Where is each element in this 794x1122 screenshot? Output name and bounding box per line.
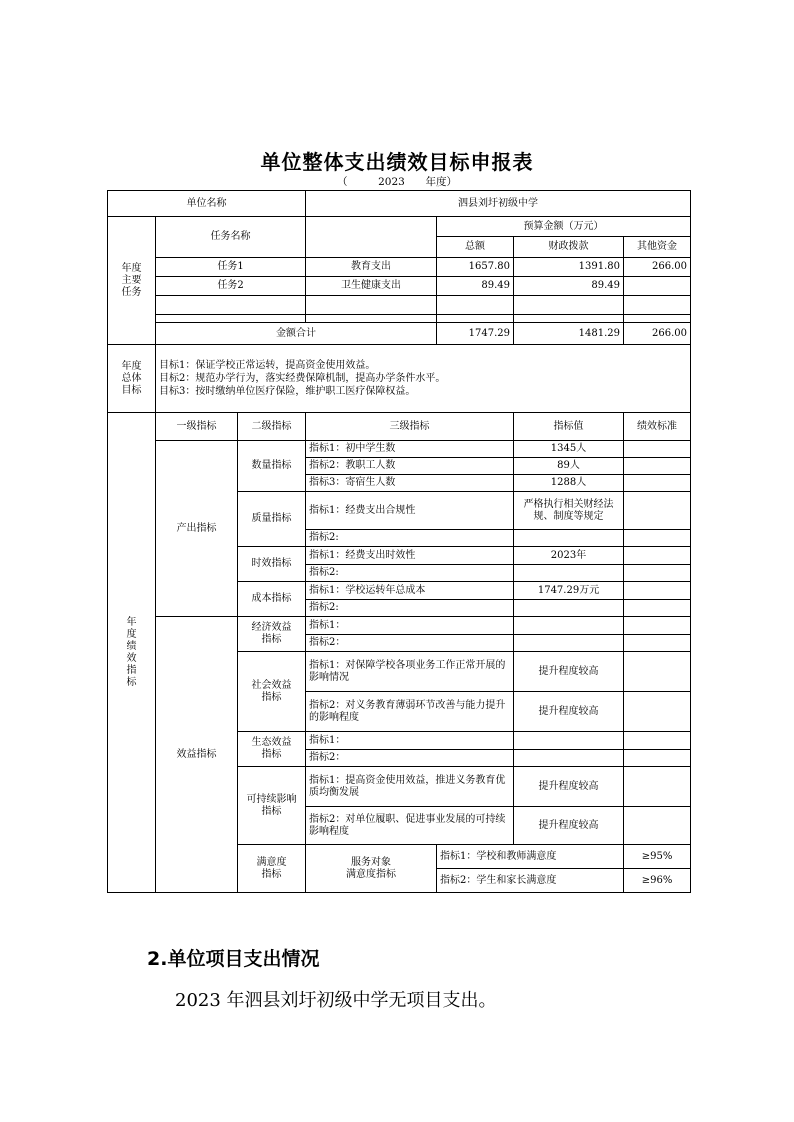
indicator-value: 提升程度较高 (514, 652, 624, 692)
task-fiscal: 1391.80 (514, 258, 624, 277)
indicator-name: 指标3：寄宿生人数 (306, 475, 514, 492)
indicator-name: 指标1：学校和教师满意度 (437, 845, 624, 869)
goal-line: 目标1：保证学校正常运转，提高资金使用效益。 (159, 360, 376, 371)
budget-header: 预算金额（万元） (437, 217, 691, 237)
indicator-standard (624, 652, 691, 692)
value-header: 指标值 (514, 413, 624, 441)
subtitle-year-label: 年度） (425, 176, 458, 188)
indicator-name: 指标2：对单位履职、促进事业发展的可持续影响程度 (306, 807, 514, 845)
unit-name-label: 单位名称 (108, 191, 306, 217)
indicator-name: 指标1：经费支出时效性 (306, 547, 514, 565)
cost-indicators-label: 成本指标 (238, 582, 306, 617)
task-name: 任务2 (156, 277, 306, 296)
indicator-value (514, 732, 624, 750)
page-title: 单位整体支出绩效目标申报表 (260, 150, 534, 174)
fiscal-header: 财政拨款 (514, 237, 624, 258)
quality-indicators-label: 质量指标 (238, 492, 306, 547)
task-other (624, 277, 691, 296)
indicator-value: 提升程度较高 (514, 692, 624, 732)
indicator-standard (624, 732, 691, 750)
annual-goals-label: 年度 总体 目标 (108, 345, 156, 413)
indicator-standard (624, 767, 691, 807)
task-fiscal: 89.49 (514, 277, 624, 296)
indicator-name: 指标2：对义务教育薄弱环节改善与能力提升的影响程度 (306, 692, 514, 732)
indicator-name: 指标1： (306, 732, 514, 750)
indicator-standard (624, 600, 691, 617)
indicator-name: 指标1：提高资金使用效益，推进义务教育优质均衡发展 (306, 767, 514, 807)
performance-target-table (107, 190, 691, 893)
level2-header: 二级指标 (238, 413, 306, 441)
year-subtitle (0, 174, 794, 189)
task-content: 卫生健康支出 (306, 277, 437, 296)
level3-header: 三级指标 (306, 413, 514, 441)
sum-row (108, 323, 691, 345)
subtitle-paren: （ (336, 176, 348, 188)
indicator-name: 指标2： (306, 750, 514, 767)
unit-name-value: 泗县刘圩初级中学 (306, 191, 691, 217)
goal-line: 目标3：按时缴纳单位医疗保险，维护职工医疗保障权益。 (159, 386, 416, 397)
indicator-name: 指标1： (306, 617, 514, 635)
indicator-value: 严格执行相关财经法规、制度等规定 (514, 492, 624, 530)
annual-goals (156, 345, 691, 413)
indicator-value: 提升程度较高 (514, 807, 624, 845)
indicator-standard (624, 547, 691, 565)
sustainable-indicators-label: 可持续影响 指标 (238, 767, 306, 845)
indicator-standard (624, 750, 691, 767)
indicator-name: 指标1：经费支出合规性 (306, 492, 514, 530)
task-fiscal (514, 296, 624, 315)
indicator-value (514, 617, 624, 635)
indicator-value: 2023年 (514, 547, 624, 565)
indicator-value (514, 530, 624, 547)
other-header: 其他资金 (624, 237, 691, 258)
task-content: 教育支出 (306, 258, 437, 277)
quantity-indicators-label: 数量指标 (238, 441, 306, 492)
indicator-value (514, 600, 624, 617)
indicator-row (108, 441, 691, 458)
goal-line: 目标2：规范办学行为，落实经费保障机制，提高办学条件水平。 (159, 373, 446, 384)
sum-total: 1747.29 (437, 323, 514, 345)
indicator-standard (624, 475, 691, 492)
service-satisfaction-label: 服务对象 满意度指标 (306, 845, 437, 893)
satisfaction-indicators-label: 满意度 指标 (238, 845, 306, 893)
indicator-value (514, 635, 624, 652)
indicator-value (514, 750, 624, 767)
benefit-indicators-label: 效益指标 (156, 617, 238, 893)
task-name-header: 任务名称 (156, 217, 306, 258)
task-content-header (306, 217, 437, 258)
task-row (108, 277, 691, 296)
indicator-value: 89人 (514, 458, 624, 475)
indicator-standard (624, 565, 691, 582)
subtitle-year: 2023 (378, 176, 405, 188)
indicator-standard (624, 692, 691, 732)
indicator-standard (624, 617, 691, 635)
task-other (624, 296, 691, 315)
output-indicators-label: 产出指标 (156, 441, 238, 617)
indicator-value: 提升程度较高 (514, 767, 624, 807)
indicator-value: 1747.29万元 (514, 582, 624, 600)
indicator-name: 指标2: (306, 600, 514, 617)
level1-header: 一级指标 (156, 413, 238, 441)
indicator-value (514, 565, 624, 582)
standard-header: 绩效标准 (624, 413, 691, 441)
task-row (108, 296, 691, 315)
indicator-standard (624, 635, 691, 652)
sum-other: 266.00 (624, 323, 691, 345)
performance-indicators-label: 年 度 绩 效 指 标 (108, 413, 156, 893)
indicator-standard (624, 530, 691, 547)
indicator-value: 1288人 (514, 475, 624, 492)
indicator-standard (624, 458, 691, 475)
indicator-value: 1345人 (514, 441, 624, 458)
indicator-value: ≥95% (624, 845, 691, 869)
sum-label: 金额合计 (156, 323, 437, 345)
indicator-standard (624, 492, 691, 530)
total-header: 总额 (437, 237, 514, 258)
economic-indicators-label: 经济效益 指标 (238, 617, 306, 652)
task-row (108, 258, 691, 277)
indicator-name: 指标2: (306, 565, 514, 582)
indicator-row (108, 617, 691, 635)
indicator-name: 指标1：对保障学校各项业务工作正常开展的影响情况 (306, 652, 514, 692)
task-name: 任务1 (156, 258, 306, 277)
indicator-name: 指标2： (306, 635, 514, 652)
task-total: 1657.80 (437, 258, 514, 277)
indicator-name: 指标2：教职工人数 (306, 458, 514, 475)
task-name (156, 296, 306, 315)
task-total: 89.49 (437, 277, 514, 296)
task-other: 266.00 (624, 258, 691, 277)
indicator-name: 指标2: (306, 530, 514, 547)
indicator-value: ≥96% (624, 869, 691, 893)
task-total (437, 296, 514, 315)
indicator-name: 指标1：初中学生数 (306, 441, 514, 458)
task-content (306, 296, 437, 315)
social-indicators-label: 社会效益 指标 (238, 652, 306, 732)
indicator-name: 指标1：学校运转年总成本 (306, 582, 514, 600)
section-heading: 2.单位项目支出情况 (147, 948, 320, 970)
indicator-standard (624, 807, 691, 845)
indicator-standard (624, 441, 691, 458)
indicator-standard (624, 582, 691, 600)
sum-fiscal: 1481.29 (514, 323, 624, 345)
indicator-name: 指标2：学生和家长满意度 (437, 869, 624, 893)
section-body-text: 2023 年泗县刘圩初级中学无项目支出。 (175, 990, 497, 1011)
ecological-indicators-label: 生态效益 指标 (238, 732, 306, 767)
timeliness-indicators-label: 时效指标 (238, 547, 306, 582)
annual-tasks-label: 年度 主要 任务 (108, 217, 156, 345)
